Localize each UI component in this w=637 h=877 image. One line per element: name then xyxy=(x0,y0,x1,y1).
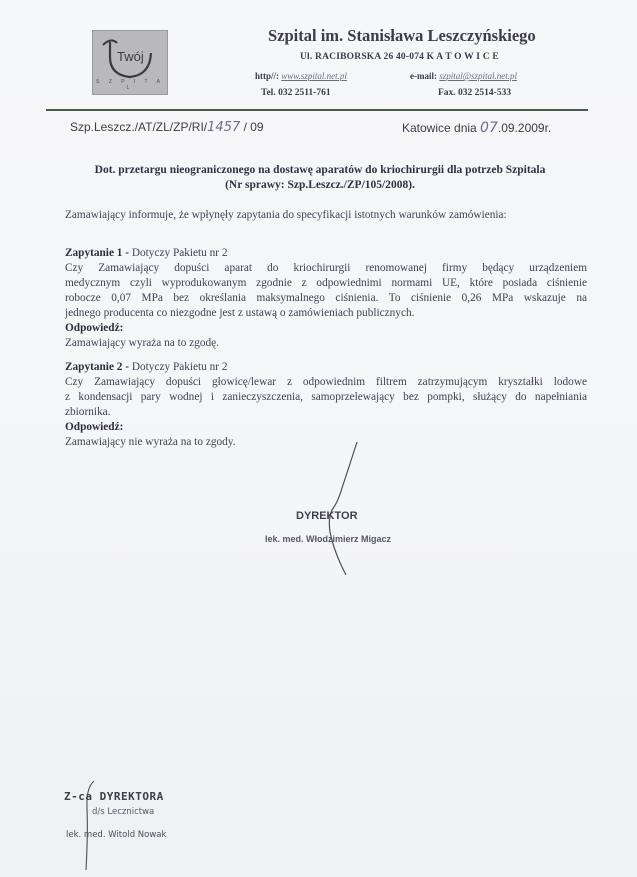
deputy-stamp-title: Z-ca DYREKTORA xyxy=(64,790,164,803)
question-2-topic: Dotyczy Pakietu nr 2 xyxy=(129,361,228,373)
handwritten-reference-number: 1457 xyxy=(207,120,241,135)
question-2-line: zbiornika. xyxy=(65,406,111,418)
question-1 xyxy=(65,246,587,351)
hospital-logo xyxy=(92,30,168,95)
answer-1-text: Zamawiający wyraża na to zgodę. xyxy=(65,337,219,349)
question-2 xyxy=(65,360,587,450)
telephone: Tel. 032 2511-761 xyxy=(261,88,331,98)
question-1-line: Czy Zamawiający dopuści aparat do kriochirurgii renomowanej firmy będący urządzeniem xyxy=(65,262,587,274)
deputy-stamp-name: lek. med. Witold Nowak xyxy=(66,830,167,840)
question-1-topic: Dotyczy Pakietu nr 2 xyxy=(129,247,228,259)
question-1-line: robocze 0,07 MPa bez określania maksymalnego ciśnienia. To ciśnienie 0,26 MPa wskazuje na xyxy=(65,292,587,304)
letter-date xyxy=(402,120,551,136)
director-stamp-name: lek. med. Włodzimierz Migacz xyxy=(265,534,392,544)
question-2-line: Czy Zamawiający dopuści głowicę/lewar z odpowiednim filtrem zatrzymującym kryształki lodowe xyxy=(65,376,587,388)
reference-suffix: / 09 xyxy=(240,120,264,134)
question-2-label: Zapytanie 2 - xyxy=(65,361,130,373)
question-1-line: jednego producenta co niezgodne jest z ustawą o zamówieniach publicznych. xyxy=(65,307,415,319)
subject-line-2: (Nr sprawy: Szp.Leszcz./ZP/105/2008). xyxy=(225,179,415,191)
answer-1-label: Odpowiedź: xyxy=(65,322,124,334)
answer-2-text: Zamawiający nie wyraża na to zgody. xyxy=(65,436,236,448)
reference-prefix: Szp.Leszcz./AT/ZL/ZP/RI/ xyxy=(70,120,208,134)
question-2-line: z kondensacji pary wodnej i zanieczyszczenia, samoprzelewający bez pompki, służący do napełniania xyxy=(65,391,587,403)
director-stamp-title: DYREKTOR xyxy=(296,510,358,522)
date-prefix: Katowice dnia xyxy=(402,121,481,135)
email-label: e-mail: xyxy=(410,71,437,81)
website-line xyxy=(255,71,347,81)
logo-caption: S Z P I T A L xyxy=(96,79,164,91)
logo-word: Twój xyxy=(117,49,144,64)
answer-2-label: Odpowiedź: xyxy=(65,421,124,433)
subject xyxy=(60,163,580,193)
email-line xyxy=(410,71,517,81)
website-link[interactable]: www.szpital.net.pl xyxy=(281,71,347,81)
hospital-address: Ul. RACIBORSKA 26 40-074 K A T O W I C E xyxy=(300,52,499,62)
intro-text: Zamawiający informuje, że wpłynęły zapytania do specyfikacji istotnych warunków zamówienia: xyxy=(65,209,507,221)
header-divider xyxy=(46,109,588,111)
subject-line-1: Dot. przetargu nieograniczonego na dostawę aparatów do kriochirurgii dla potrzeb Szpitala xyxy=(94,164,546,176)
reference-number xyxy=(70,120,264,135)
date-suffix: .09.2009r. xyxy=(497,121,552,135)
intro-paragraph xyxy=(65,208,587,223)
handwritten-day: 07 xyxy=(480,120,498,136)
fax: Fax. 032 2514-533 xyxy=(438,88,512,98)
deputy-stamp-department: d/s Lecznictwa xyxy=(92,807,155,817)
question-1-line: medycznym czyli wyprodukowanym zgodnie z odpowiednimi normami UE, które posiada ciśnienie xyxy=(65,277,587,289)
email-link[interactable]: szpital@szpital.net.pl xyxy=(439,71,518,81)
web-label: http//: xyxy=(255,71,280,81)
question-1-label: Zapytanie 1 - xyxy=(65,247,130,259)
hospital-name: Szpital im. Stanisława Leszczyńskiego xyxy=(268,26,536,45)
